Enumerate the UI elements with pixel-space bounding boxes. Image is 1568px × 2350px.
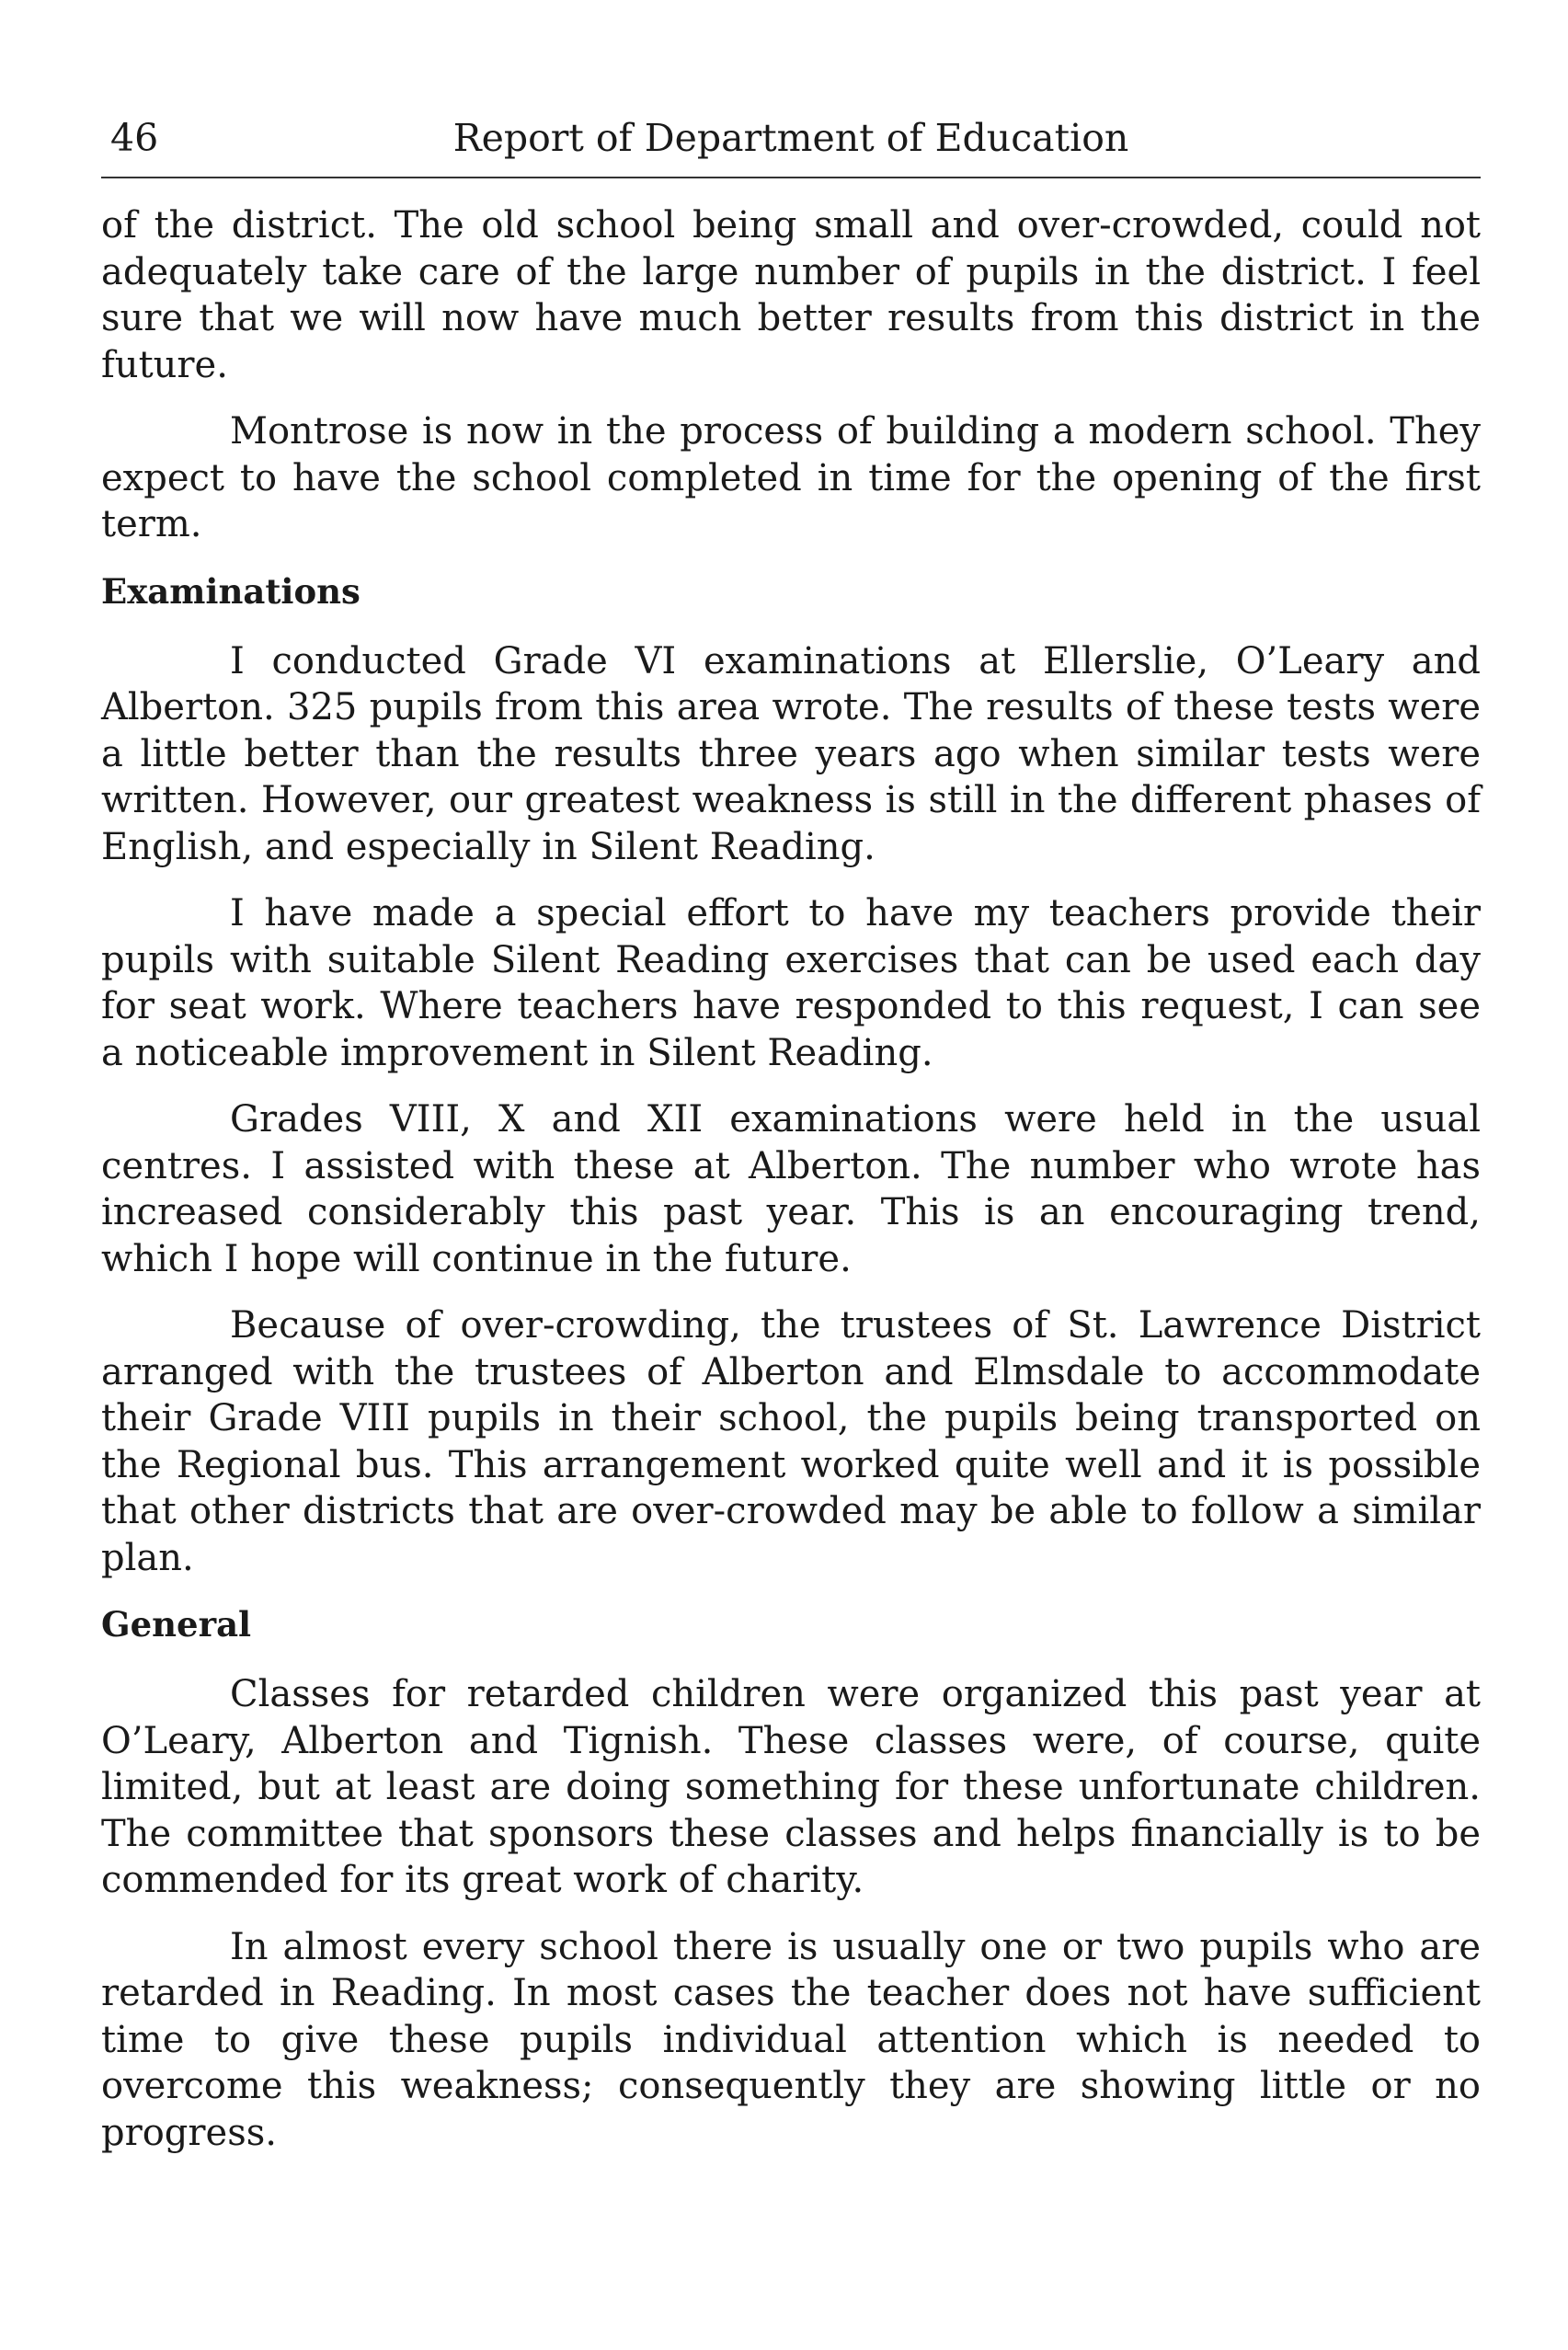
document-page (101, 110, 1481, 2176)
paragraph: I conducted Grade VI examinations at Ellerslie, O’Leary and Alberton. 325 pupils from this area wrote. The results of these tests were a little better than the results three years ago when similar tests were written. However, our greatest weakness is still in the different phases of English, and especially in Silent Reading. (101, 639, 1481, 868)
paragraph: Grades VIII, X and XII examinations were held in the usual centres. I assisted with these at Alberton. The number who wrote has increased considerably this past year. This is an encouraging trend, which I hope will continue in the future. (101, 1098, 1481, 1280)
running-title: Report of Department of Education (452, 116, 1129, 160)
page-number: 46 (110, 116, 159, 160)
paragraph: In almost every school there is usually one or two pupils who are retarded in Reading. In most cases the teacher does not have sufficient time to give these pupils individual attention which is needed to overcome this weakness; consequently they are showing little or no progress. (101, 1925, 1481, 2154)
header-rule (101, 177, 1481, 178)
section-heading-general: General (101, 1604, 252, 1645)
paragraph: of the district. The old school being small and over-crowded, could not adequately take care of the large number of pupils in the district. I feel sure that we will now have much better results from this district in the future. (101, 204, 1481, 386)
paragraph: Classes for retarded children were organized this past year at O’Leary, Alberton and Tignish. These classes were, of course, quite limited, but at least are doing something for these unfortunate children. The committee that sponsors these classes and helps financially is to be commended for its great work of charity. (101, 1673, 1481, 1901)
paragraph: I have made a special effort to have my teachers provide their pupils with suitable Silent Reading exercises that can be used each day for seat work. Where teachers have responded to this request, I can see a noticeable improvement in Silent Reading. (101, 892, 1481, 1074)
paragraph: Because of over-crowding, the trustees of St. Lawrence District arranged with the trustees of Alberton and Elmsdale to accommodate their Grade VIII pupils in their school, the pupils being transported on the Regional bus. This arrangement worked quite well and it is possible that other districts that are over-crowded may be able to follow a similar plan. (101, 1304, 1481, 1579)
body-text (101, 202, 1481, 2156)
paragraph: Montrose is now in the process of building a modern school. They expect to have the school completed in time for the opening of the first term. (101, 410, 1481, 545)
section-heading-examinations: Examinations (101, 570, 361, 612)
running-header (101, 110, 1481, 166)
